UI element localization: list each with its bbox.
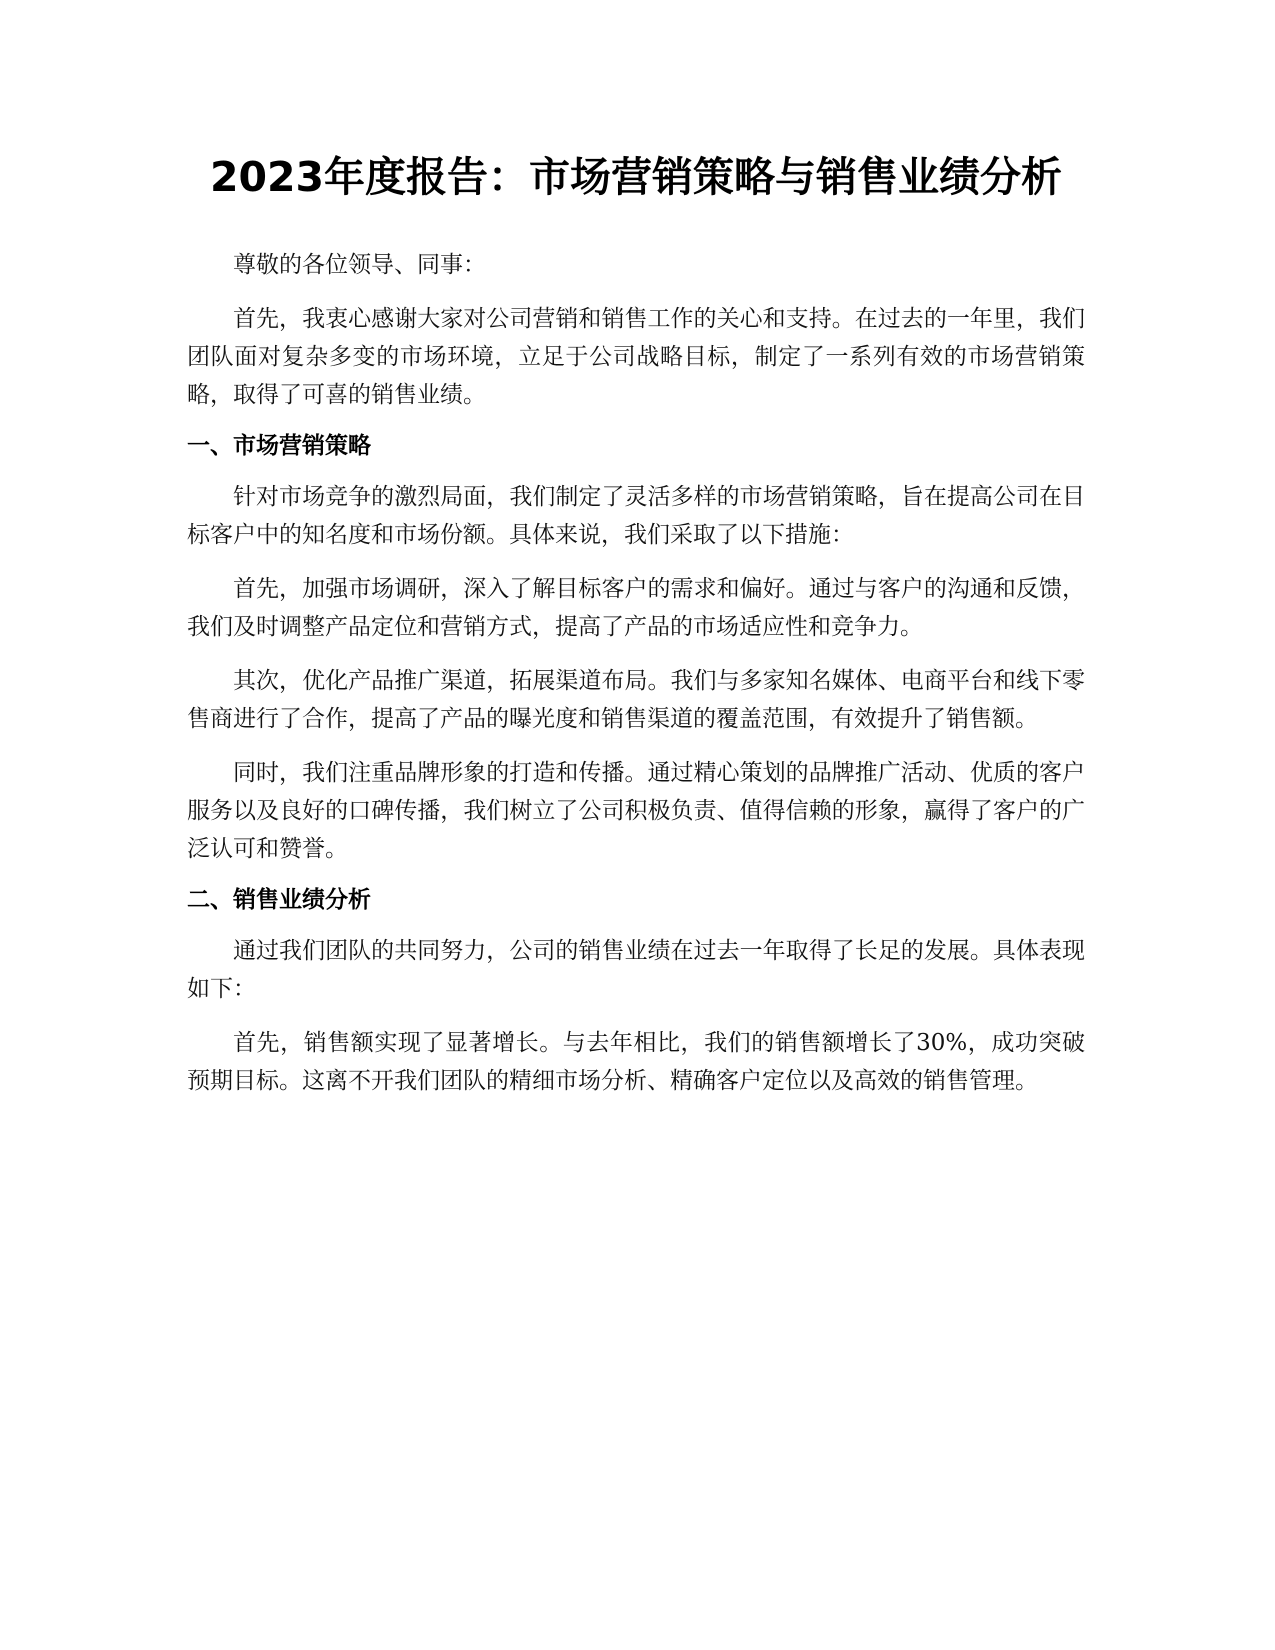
marketing-paragraph: 首先，加强市场调研，深入了解目标客户的需求和偏好。通过与客户的沟通和反馈，我们及时调整产品定位和营销方式，提高了产品的市场适应性和竞争力。 [187, 576, 1085, 640]
marketing-paragraph: 其次，优化产品推广渠道，拓展渠道布局。我们与多家知名媒体、电商平台和线下零售商进行了合作，提高了产品的曝光度和销售渠道的覆盖范围，有效提升了销售额。 [187, 668, 1085, 732]
intro-paragraph: 首先，我衷心感谢大家对公司营销和销售工作的关心和支持。在过去的一年里，我们团队面对复杂多变的市场环境，立足于公司战略目标，制定了一系列有效的市场营销策略，取得了可喜的销售业绩。 [187, 306, 1085, 408]
document-title: 2023年度报告：市场营销策略与销售业绩分析 [209, 153, 1063, 201]
section-heading-sales: 二、销售业绩分析 [187, 887, 371, 913]
marketing-paragraph: 同时，我们注重品牌形象的打造和传播。通过精心策划的品牌推广活动、优质的客户服务以及良好的口碑传播，我们树立了公司积极负责、值得信赖的形象，赢得了客户的广泛认可和赞誉。 [187, 760, 1085, 862]
marketing-paragraph: 针对市场竞争的激烈局面，我们制定了灵活多样的市场营销策略，旨在提高公司在目标客户中的知名度和市场份额。具体来说，我们采取了以下措施： [187, 484, 1085, 548]
section-heading-marketing: 一、市场营销策略 [187, 433, 371, 459]
salutation: 尊敬的各位领导、同事： [233, 252, 486, 278]
sales-paragraph: 首先，销售额实现了显著增长。与去年相比，我们的销售额增长了30%，成功突破预期目标。这离不开我们团队的精细市场分析、精确客户定位以及高效的销售管理。 [187, 1030, 1085, 1094]
sales-paragraph: 通过我们团队的共同努力，公司的销售业绩在过去一年取得了长足的发展。具体表现如下： [187, 938, 1085, 1002]
document-body [187, 138, 1085, 1100]
